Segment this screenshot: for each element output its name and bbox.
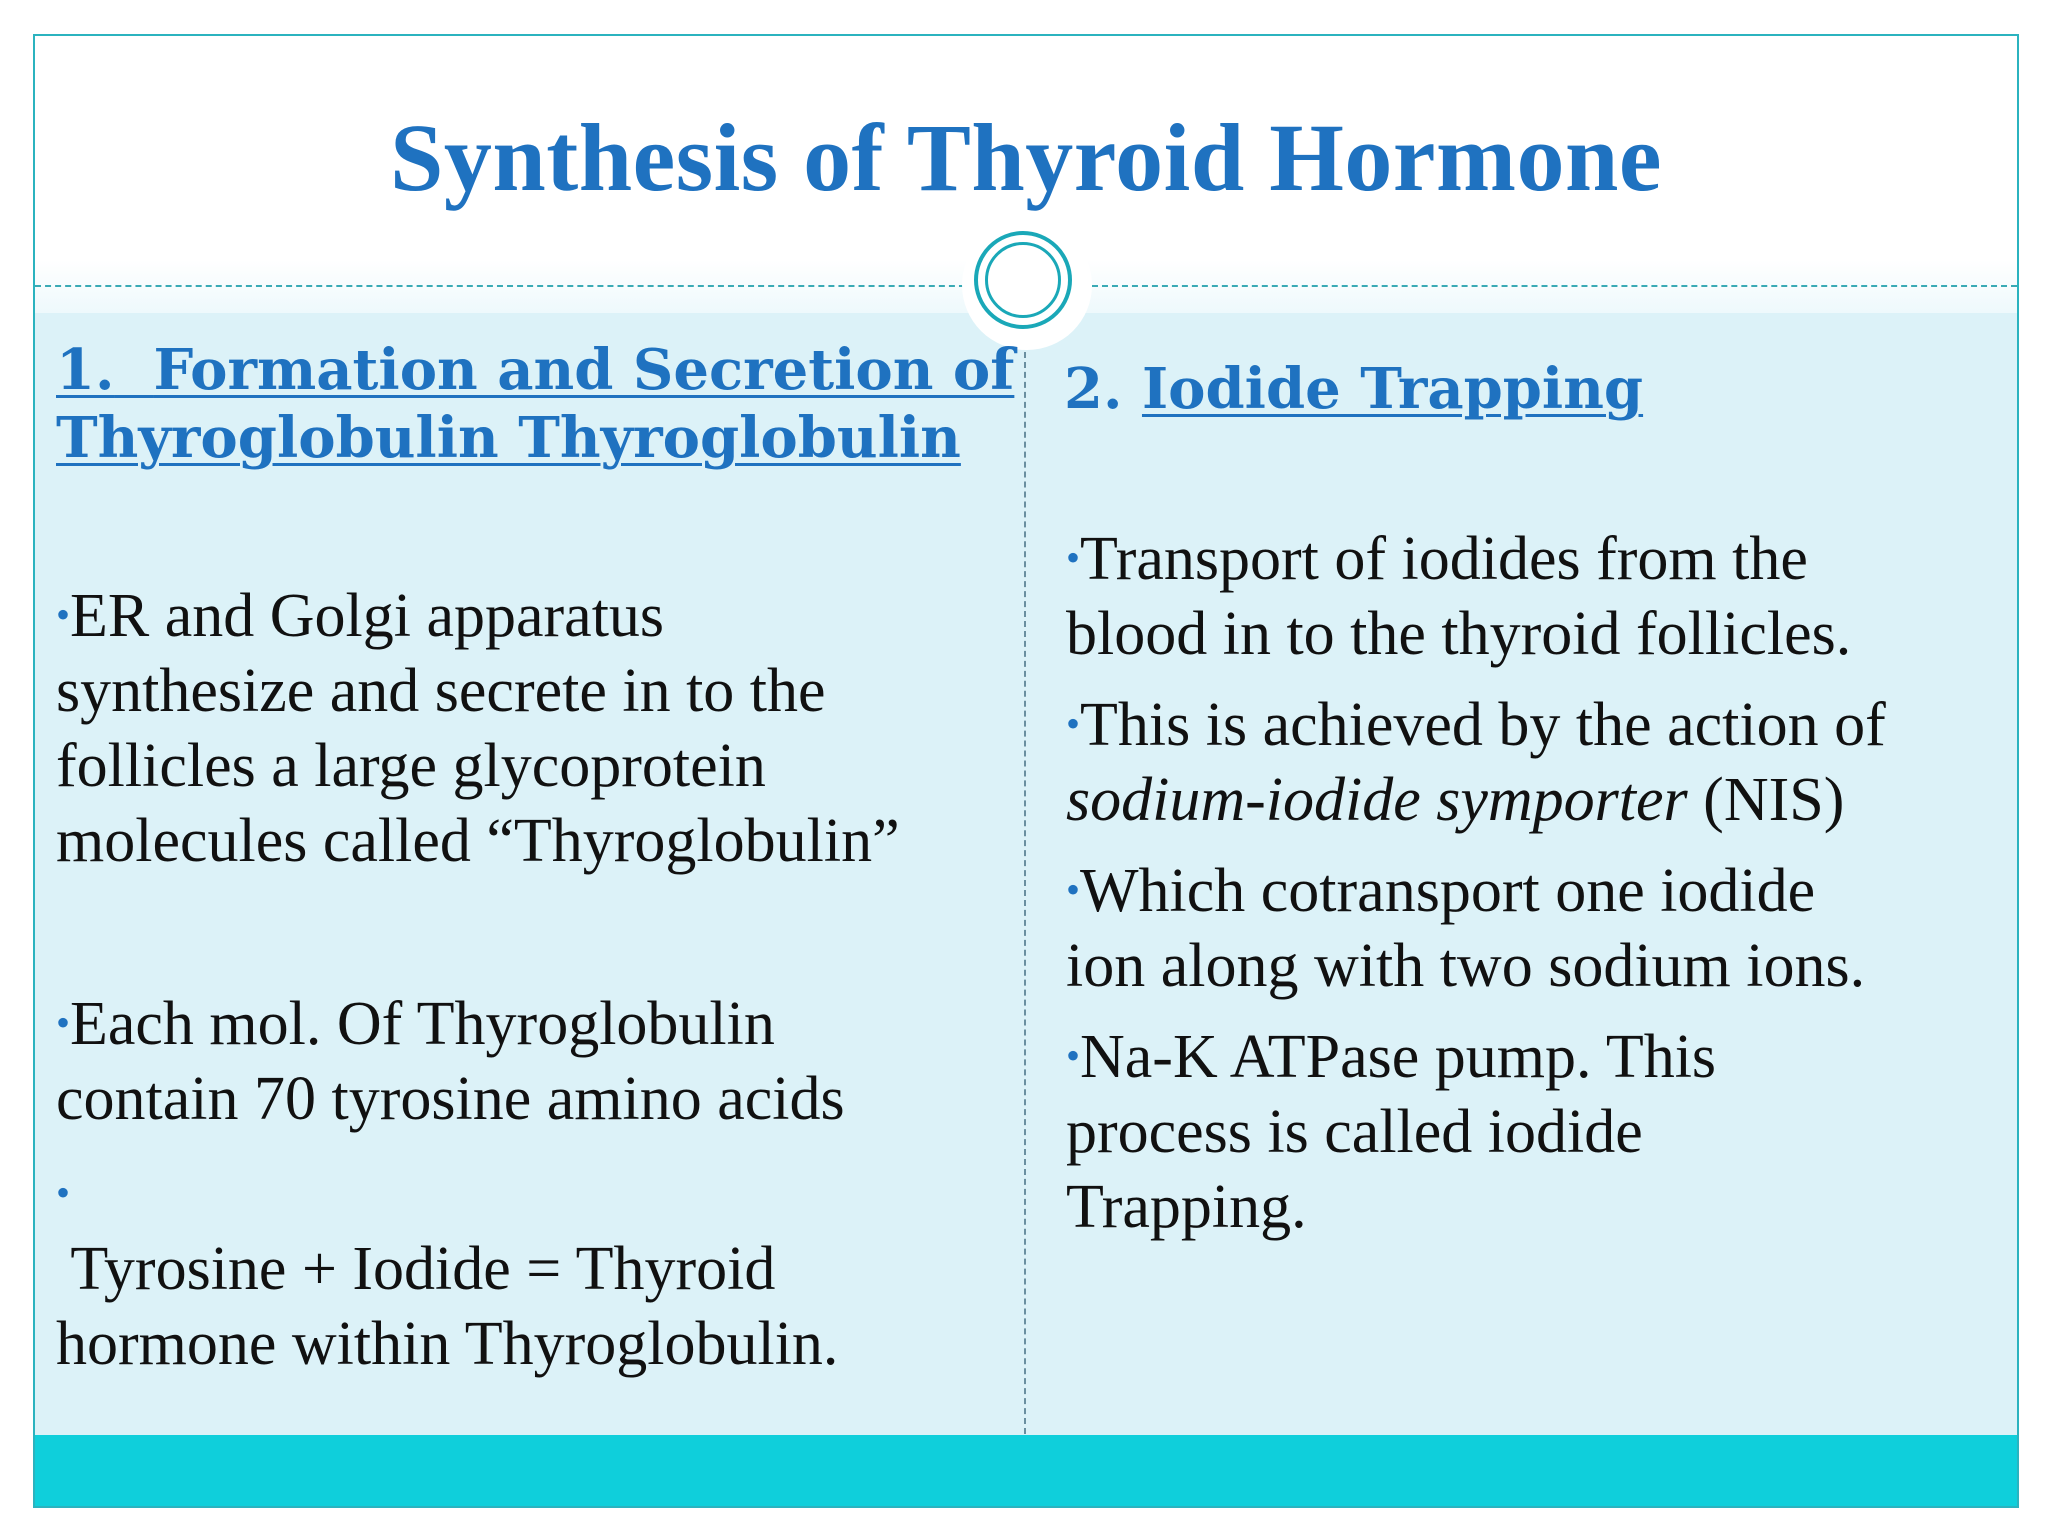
right-bullet-4-line-3: Trapping.: [1066, 1173, 1307, 1241]
left-bullet-1-line-4: molecules called “Thyroglobulin”: [56, 807, 900, 875]
right-heading-number: 2.: [1064, 356, 1123, 422]
left-heading-line1: Formation and Secretion of: [153, 337, 1015, 403]
right-bullet-4: [1066, 1018, 1716, 1245]
bullet-icon: •: [1066, 867, 1081, 912]
right-bullet-1: [1066, 520, 1851, 672]
right-bullet-4-line-1: Na-K ATPase pump. This: [1080, 1023, 1717, 1091]
right-bullet-1-line-1: Transport of iodides from the: [1080, 525, 1808, 593]
left-bullet-1-line-2: synthesize and secrete in to the: [56, 657, 826, 725]
left-bullet-2: [56, 985, 845, 1137]
header-divider-left: [35, 285, 975, 287]
left-heading-line2: Thyroglobulin Thyroglobulin: [56, 405, 961, 471]
left-bullet-1: [56, 577, 900, 879]
right-bullet-3-line-1: Which cotransport one iodide: [1080, 857, 1816, 925]
right-bullet-4-line-2: process is called iodide: [1066, 1098, 1643, 1166]
bullet-icon: •: [1066, 535, 1081, 580]
bullet-icon: •: [56, 1000, 71, 1045]
divider-circle-inner: [985, 242, 1061, 318]
bullet-icon: •: [56, 1170, 71, 1215]
bullet-icon: •: [1066, 1033, 1081, 1078]
left-heading-number: 1.: [56, 337, 115, 403]
column-divider: [1024, 352, 1026, 1434]
left-bullet-3: [56, 1155, 838, 1382]
footer-bar: [35, 1435, 2017, 1506]
bullet-icon: •: [1066, 701, 1081, 746]
right-bullet-2: [1066, 686, 1886, 838]
right-bullet-1-line-2: blood in to the thyroid follicles.: [1066, 600, 1852, 668]
right-bullet-2-line-2-rest: (NIS): [1687, 766, 1845, 834]
right-heading-text: Iodide Trapping: [1141, 356, 1644, 422]
right-bullet-2-line-1: This is achieved by the action of: [1080, 691, 1886, 759]
right-column-heading: [1064, 355, 1964, 423]
left-bullet-2-line-2: contain 70 tyrosine amino acids: [56, 1065, 845, 1133]
right-bullet-2-italic-term: sodium-iodide symporter: [1066, 766, 1688, 834]
left-bullet-1-line-1: ER and Golgi apparatus: [70, 582, 665, 650]
right-bullet-3-line-2: ion along with two sodium ions.: [1066, 932, 1866, 1000]
left-column-heading: [56, 336, 1015, 472]
left-bullet-3-line-1: Tyrosine + Iodide = Thyroid: [56, 1235, 776, 1303]
header-divider-right: [1092, 285, 2017, 287]
slide-title: Synthesis of Thyroid Hormone: [390, 104, 1662, 211]
left-bullet-2-line-1: Each mol. Of Thyroglobulin: [70, 990, 775, 1058]
left-bullet-1-line-3: follicles a large glycoprotein: [56, 732, 766, 800]
right-bullet-3: [1066, 852, 1865, 1004]
left-bullet-3-line-2: hormone within Thyroglobulin.: [56, 1310, 839, 1378]
bullet-icon: •: [56, 592, 71, 637]
